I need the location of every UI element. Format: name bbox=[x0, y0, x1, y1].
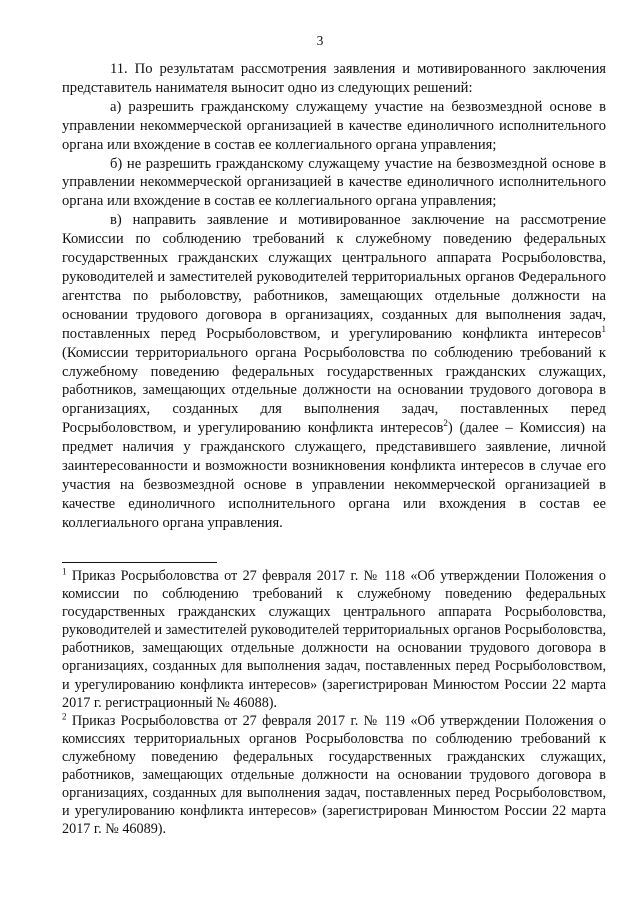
footnote-2-mark: 2 bbox=[62, 711, 67, 722]
footnote-ref-1: 1 bbox=[601, 323, 606, 334]
paragraph-11: 11. По результатам рассмотрения заявления и мотивированного заключения представитель нанимателя выносит одно из следующих решений: bbox=[62, 61, 606, 96]
footnote-2-text: Приказ Росрыболовства от 27 февраля 2017 г. № 119 «Об утверждении Положения о комиссиях территориальных органов Росрыболовства по соблюдению требований к служебному поведению федеральных государственных гражданских служащих, работников, замещающих отдельные должности на основании трудового договора в организациях, созданных для выполнения задач, поставленных перед Росрыболовством, и урегулированию конфликта интересов» (зарегистрирован Минюстом России 22 марта 2017 г. № 46089). bbox=[62, 712, 606, 838]
main-text bbox=[62, 60, 606, 533]
paragraph-option-v-part1: в) направить заявление и мотивированное заключение на рассмотрение Комиссии по соблюдению требований к служебному поведению федеральных государственных гражданских служащих центрального аппарата Росрыболовства, руководителей и заместителей руководителей территориальных органов Федерального агентства по рыболовству, работников, замещающих отдельные должности на основании трудового договора в организациях, созданных для выполнения задач, поставленных перед Росрыболовством, и урегулированию конфликта интересов bbox=[62, 212, 606, 342]
footnote-1-text: Приказ Росрыболовства от 27 февраля 2017 г. № 118 «Об утверждении Положения о комиссии по соблюдению требований к служебному поведению федеральных государственных гражданских служащих центрального аппарата Росрыболовства, руководителей и заместителей руководителей территориальных органов Росрыболовства, работников, замещающих отдельные должности на основании трудового договора в организациях, созданных для выполнения задач, поставленных перед Росрыболовством, и урегулированию конфликта интересов» (зарегистрирован Минюстом России 22 марта 2017 г. регистрационный № 46088). bbox=[62, 568, 606, 711]
footnote-2 bbox=[62, 712, 606, 839]
paragraph-option-v-part3: ) (далее – Комиссия) на предмет наличия у гражданского служащего, представившего заявление, личной заинтересованности и возможности возникновения конфликта интересов в случае его участия на безвозмездной основе в управлении некоммерческой организацией в качестве единоличного исполнительного органа или вхождения в состав ее коллегиального органа управления. bbox=[62, 420, 607, 531]
paragraph-option-v bbox=[62, 211, 606, 532]
paragraph-option-a: а) разрешить гражданскому служащему участие на безвозмездной основе в управлении некоммерческой организацией в качестве единоличного исполнительного органа или вхождение в состав ее коллегиального органа управления; bbox=[62, 98, 606, 153]
paragraph-option-v-part2: (Комиссии территориального органа Росрыболовства по соблюдению требований к служебному поведению федеральных государственных гражданских служащих, работников, замещающих отдельные должности на основании трудового договора в организациях, созданных для выполнения задач, поставленных перед Росрыболовством, и урегулированию конфликта интересов bbox=[62, 344, 606, 437]
page-number: 3 bbox=[316, 33, 324, 48]
footnote-divider bbox=[62, 562, 217, 563]
footnote-ref-2: 2 bbox=[443, 418, 448, 429]
footnotes bbox=[62, 567, 606, 838]
paragraph-option-b: б) не разрешить гражданскому служащему участие на безвозмездной основе в управлении некоммерческой организацией в качестве единоличного исполнительного органа или вхождение в состав ее коллегиального органа управления; bbox=[62, 155, 606, 210]
footnote-1 bbox=[62, 567, 606, 712]
footnote-1-mark: 1 bbox=[62, 566, 67, 577]
